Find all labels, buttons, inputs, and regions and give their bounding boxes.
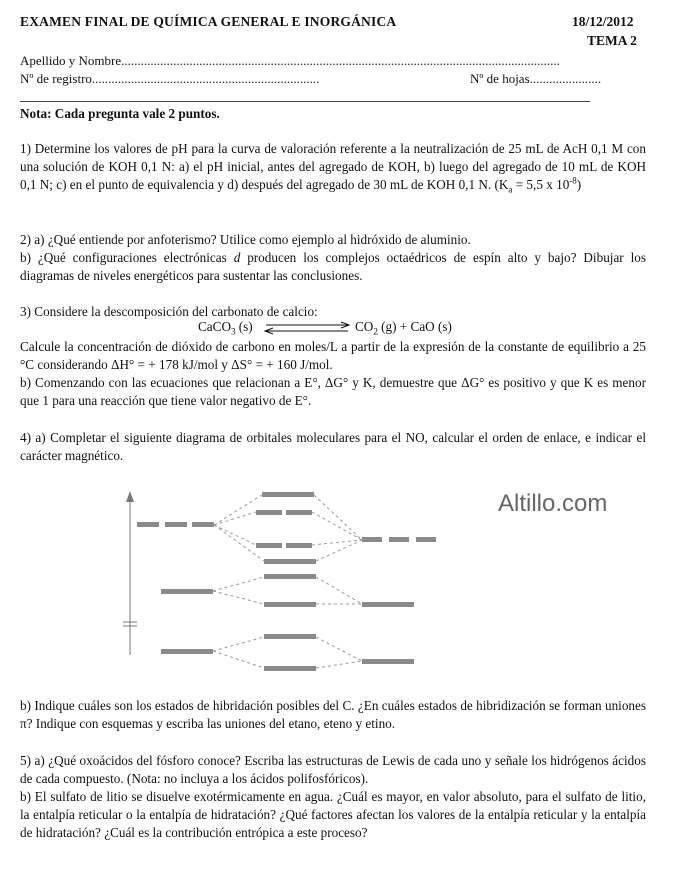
q2-b-part2: producen los complejos octaédricos de espín alto y bajo? Dibujar los diagramas de niveles energéticos para sustentar las conclusiones. [20,250,647,283]
ka-exponent: -8 [569,175,577,186]
q3-intro: 3) Considere la descomposición del carbonato de calcio: [20,304,318,319]
hojas-field[interactable]: Nº de hojas...................... [470,71,602,86]
q2-b-part1: b) ¿Qué configuraciones electrónicas [20,250,234,265]
exam-date: 18/12/2012 [572,14,634,29]
q2-b-d: d [233,250,241,265]
q3-b: b) Comenzando con las ecuaciones que relacionan a E°, ΔG° y K, demuestre que ΔG° es positivo y que K es menor que 1 para una reacción que tiene valor negativo de E°. [20,375,646,408]
q4-a: 4) a) Completar el siguiente diagrama de orbitales moleculares para el NO, calcular el orden de enlace, e indicar el carácter magnético. [20,430,646,463]
ka-value: = 5,5 x 10 [512,177,570,192]
q2-a: 2) a) ¿Qué entiende por anfoterismo? Utilice como ejemplo al hidróxido de aluminio. [20,232,471,247]
question-4-b [20,697,646,733]
eq-products: $CO_2$ (g) + CaO (s) [355,319,452,337]
question-5 [20,752,646,842]
q4-b: b) Indique cuáles son los estados de hibridación posibles del C. ¿En cuáles estados de hibridización se forman uniones π? Indique con esquemas y escriba las uniones del etano, eteno y etino. [20,698,646,731]
q5-a: 5) a) ¿Qué oxoácidos del fósforo conoce? Escriba las estructuras de Lewis de cada uno y señale los hidrógenos ácidos de cada compuesto. (Nota: no incluya a los ácidos polifosfóricos). [20,753,646,786]
q1-end: ) [576,177,582,192]
exam-title: EXAMEN FINAL DE QUÍMICA GENERAL E INORGÁNICA [20,14,397,29]
eq-reactant: CaCO$_3$ (s) [198,319,253,337]
q1-text: 1) Determine los valores de pH para la curva de valoración referente a la neutralización de 25 mL de AcH 0,1 M con una solución de KOH 0,1 N: a) el pH inicial, antes del agregado de KOH, b) luego del agregado de 10 mL de KOH 0,1 N; c) en el punto de equivalencia y d) después del agregado de 30 mL de KOH 0,1 N. (K [20,141,646,192]
energy-arrow-icon [126,491,134,502]
nota-line: Nota: Cada pregunta vale 2 puntos. [20,106,220,121]
registro-field[interactable]: Nº de registro...................................................................... [20,71,320,86]
ka-subscript: a [508,184,513,195]
molecular-orbitals [256,492,316,671]
q3-a: Calcule la concentración de dióxido de carbono en moles/L a partir de la expresión de la constante de equilibrio a 25 °C considerando ΔH° = + 178 kJ/mol y ΔS° = + 160 J/mol. [20,339,646,372]
correlation-lines [213,495,362,668]
name-field[interactable]: Apellido y Nombre....................................................................................................................................... [20,53,560,68]
q5-b: b) El sulfato de litio se disuelve exotérmicamente en agua. ¿Cuál es mayor, en valor absoluto, para el sulfato de litio, la entalpía reticular o la entalpía de hidratación? ¿Qué factores afectan los valores de la entalpía reticular y la entalpía de hidratación? ¿Cuál es la contribución entrópica a este proceso? [20,789,646,840]
watermark: Altillo.com [498,490,608,517]
exam-tema: TEMA 2 [587,33,637,48]
atomic-orbitals-left [137,522,214,654]
atomic-orbitals-right [362,537,436,664]
